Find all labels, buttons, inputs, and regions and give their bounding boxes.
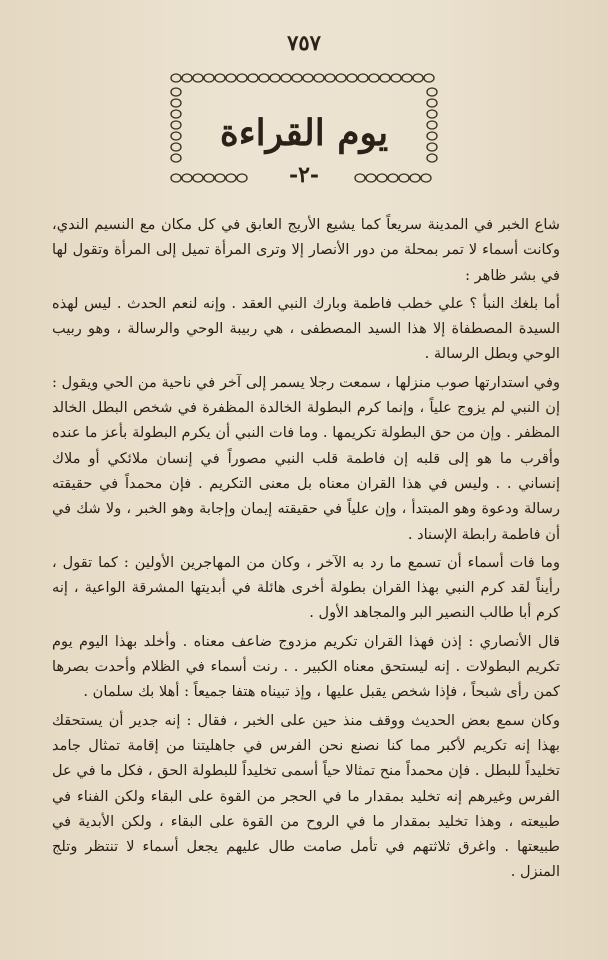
ornament-loop — [171, 74, 181, 82]
paragraph: شاع الخبر في المدينة سريعاً كما يشيع الأريج العابق في كل مكان مع النسيم الندي، وكانت أسماء لا تمر بمحلة من دور الأنصار إلا وترى المرأة تميل إلى المرأة وتقول لها في بشر ظاهر : — [52, 216, 560, 284]
ornament-loop — [427, 88, 437, 96]
paragraph: أما بلغك النبأ ؟ علي خطب فاطمة وبارك النبي العقد . وإنه لنعم الحدث . ليس لهذه السيدة المصطفاة إلا هذا السيد المصطفى ، هي ربيبة الوحي والرسالة ، وهو ربيب الوحي وبطل الرسالة . — [52, 294, 560, 363]
ornament-loop — [171, 154, 181, 162]
ornament-loop — [413, 74, 423, 82]
ornament-loop — [237, 74, 247, 82]
chapter-part: -٢- — [288, 162, 320, 188]
ornament-loop — [171, 88, 181, 96]
paragraph: وفي استدارتها صوب منزلها ، سمعت رجلا يسمر إلى آخر في ناحية من الحي ويقول : إن النبي لم يزوج علياً ، وإنما كرم البطولة الخالدة المظفرة في شخص البطل الخالد المظفر . وإن من حق البطولة تكريمها . وما فات النبي أن يكرم البطولة بأعز ما عنده وأقرب ما هو إلى قلبه إن فاطمة قلب النبي مصوراً في إنسان ملائكي أو ملاك إنساني . . وليس في هذا القران معناه بل معنى التكريم . فإن محمداً في حقيقته رسالة ودعوة وهو المبتدأ ، وإن علياً في حقيقته إيمان وإجابة وهو الخبر ، ولا شك في أن فاطمة رابطة الإسناد . — [52, 373, 560, 543]
body-text — [52, 212, 560, 885]
page-number: ٧٥٧ — [287, 30, 321, 55]
ornament-loop — [380, 74, 390, 82]
paragraph: قال الأنصاري : إذن فهذا القران تكريم مزدوج ضاعف معناه . وأخلد بهذا اليوم يوم تكريم البطولات . إنه ليستحق معناه الكبير . . رنت أسماء في الظلام وأحدت بصرها كمن رأى شبحاً ، فإذا شخص يقبل عليها ، وإذ تبيناه هتفا جميعاً : أهلا بك سلمان . — [52, 632, 560, 701]
ornament-loop — [427, 154, 437, 162]
ornament-loop — [226, 74, 236, 82]
ornament-loop — [193, 74, 203, 82]
ornament-loop — [182, 74, 192, 82]
ornament-loop — [259, 74, 269, 82]
paragraph: وما فات أسماء أن تسمع ما رد به الآخر ، وكان من المهاجرين الأولين : كما تقول ، رأيناً لقد كرم النبي بهذا القران بطولة أخرى هائلة في أبديتها المشرقة الواعية ، إنه كرم أبا طالب النصير البر والمجاهد الأول . — [52, 553, 560, 622]
ornament-loop — [204, 74, 214, 82]
ornament-loop — [427, 99, 437, 107]
ornament-loop — [336, 74, 346, 82]
ornament-loop — [358, 74, 368, 82]
ornament-loop — [292, 74, 302, 82]
ornament-loop — [369, 74, 379, 82]
ornament-loop — [270, 74, 280, 82]
ornament-loop — [325, 74, 335, 82]
ornament-loop — [424, 74, 434, 82]
ornament-loop — [402, 74, 412, 82]
paragraph: وكان سمع بعض الحديث ووقف منذ حين على الخبر ، فقال : إنه جدير أن يستحقك بهذا إنه تكريم لأكبر مما كنا نصنع نحن الفرس في جاهليتنا من إقامة تمثال جامد تخليداً للبطل . فإن محمداً منح تمثالا حياً أسمى تخليداً للبطولة الحق ، فكل ما في عل الفرس وغيرهم إنه تخليد بمقدار ما في الحجر من القوة على البقاء ولكن الفناء في طبيعته ، وهذا تخليد بمقدار ما في الروح من القوة على البقاء ، ولكن الأبدية في طبيعتها . واغرق ثلاثتهم في تأمل صامت طال عليهم يجعل أسماء لا تنتظر وتلج المنزل . — [52, 711, 560, 881]
ornament-loop — [281, 74, 291, 82]
ornament-loop — [314, 74, 324, 82]
ornament-loop — [391, 74, 401, 82]
ornament-loop — [248, 74, 258, 82]
ornament-loop — [303, 74, 313, 82]
ornament-loop — [215, 74, 225, 82]
chapter-title: يوم القراءة — [219, 112, 389, 154]
ornament-loop — [171, 99, 181, 107]
ornament-loop — [347, 74, 357, 82]
